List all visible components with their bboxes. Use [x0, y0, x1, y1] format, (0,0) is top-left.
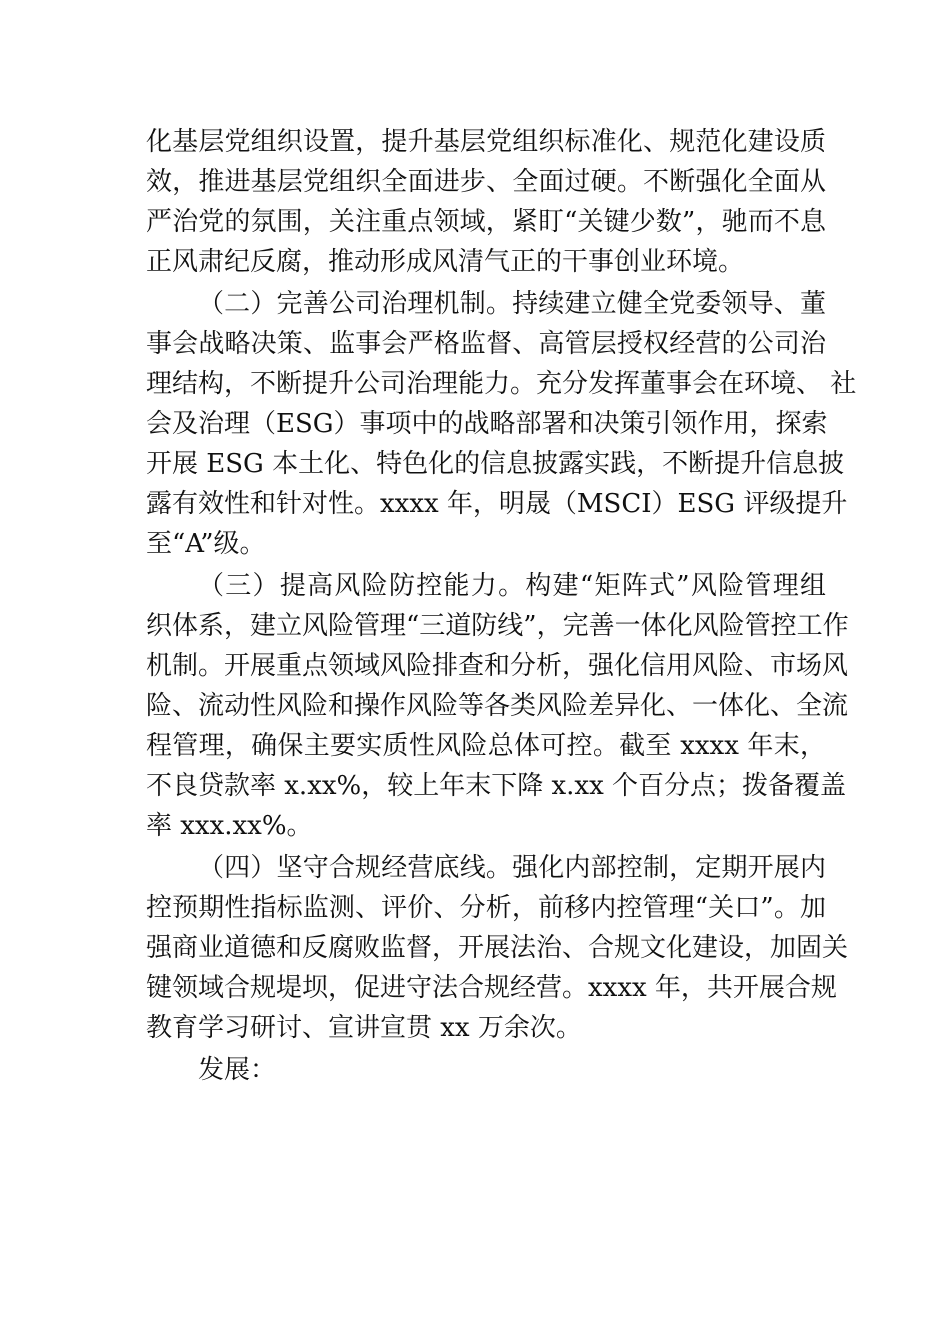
paragraph-line: 效，推进基层党组织全面进步、全面过硬。不断强化全面从: [146, 167, 826, 197]
paragraph-line: 率 xxx.xx%。: [146, 811, 313, 841]
paragraph-line: 不良贷款率 x.xx%，较上年末下降 x.xx 个百分点；拨备覆盖: [146, 771, 847, 801]
paragraph-line: 开展 ESG 本土化、特色化的信息披露实践，不断提升信息披: [146, 449, 845, 479]
paragraph-line: 键领域合规堤坝，促进守法合规经营。xxxx 年，共开展合规: [146, 973, 837, 1003]
paragraph-line: 事会战略决策、监事会严格监督、高管层授权经营的公司治: [146, 329, 826, 359]
paragraph-line: 控预期性指标监测、评价、分析，前移内控管理“关口”。加: [146, 893, 826, 923]
paragraph-line: 机制。开展重点领域风险排查和分析，强化信用风险、市场风: [146, 651, 849, 681]
section-heading-line: （三）提高风险防控能力。构建“矩阵式”风险管理组: [198, 571, 826, 601]
paragraph-line: 织体系，建立风险管理“三道防线”，完善一体化风险管控工作: [146, 611, 849, 641]
section-label: 发展：: [198, 1055, 277, 1085]
paragraph-line: 教育学习研讨、宣讲宣贯 xx 万余次。: [146, 1013, 582, 1043]
paragraph-line: 至“A”级。: [146, 529, 266, 559]
paragraph-line: 会及治理（ESG）事项中的战略部署和决策引领作用，探索: [146, 409, 828, 439]
paragraph-line: 正风肃纪反腐，推动形成风清气正的干事创业环境。: [146, 247, 745, 277]
paragraph-line: 程管理，确保主要实质性风险总体可控。截至 xxxx 年末，: [146, 731, 826, 761]
paragraph-line: 险、流动性风险和操作风险等各类风险差异化、一体化、全流: [146, 691, 849, 721]
paragraph-line: 理结构，不断提升公司治理能力。充分发挥董事会在环境、 社: [146, 369, 857, 399]
paragraph-line: 露有效性和针对性。xxxx 年，明晟（MSCI）ESG 评级提升: [146, 489, 848, 519]
paragraph-line: 严治党的氛围，关注重点领域，紧盯“关键少数”，驰而不息: [146, 207, 826, 237]
paragraph-line: 强商业道德和反腐败监督，开展法治、合规文化建设，加固关: [146, 933, 849, 963]
section-heading-line: （二）完善公司治理机制。持续建立健全党委领导、董: [198, 289, 826, 319]
paragraph-line: 化基层党组织设置，提升基层党组织标准化、规范化建设质: [146, 127, 826, 157]
section-heading-line: （四）坚守合规经营底线。强化内部控制，定期开展内: [198, 853, 826, 883]
